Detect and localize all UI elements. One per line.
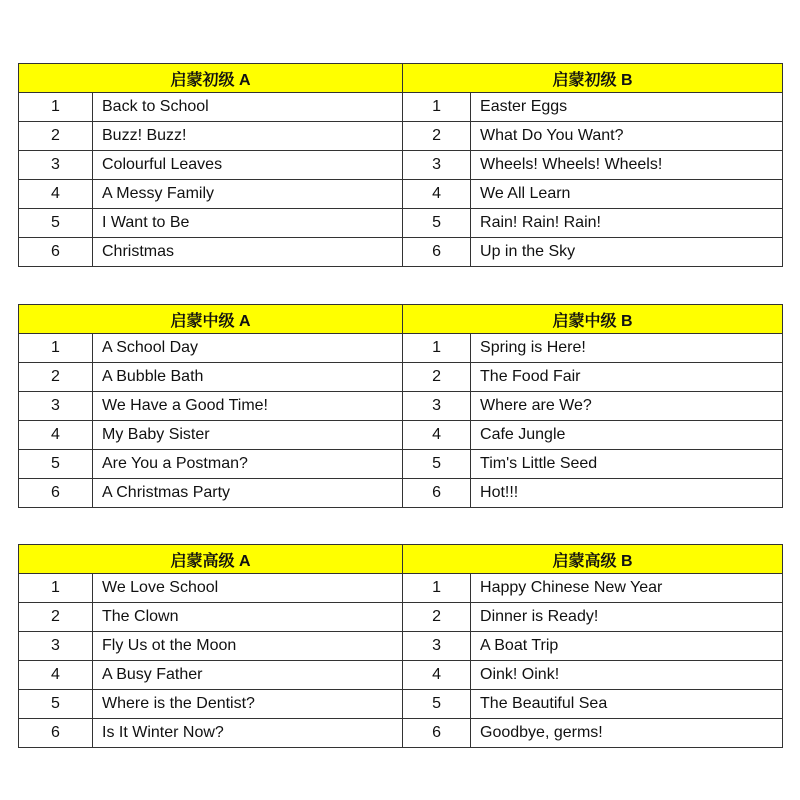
right-title: What Do You Want? bbox=[471, 122, 783, 151]
table-row bbox=[19, 392, 783, 421]
left-number: 4 bbox=[19, 661, 93, 690]
right-title: Cafe Jungle bbox=[471, 421, 783, 450]
right-number: 2 bbox=[403, 363, 471, 392]
left-number: 5 bbox=[19, 209, 93, 238]
table-row bbox=[19, 334, 783, 363]
right-number: 4 bbox=[403, 180, 471, 209]
table-row bbox=[19, 574, 783, 603]
table-row bbox=[19, 719, 783, 748]
right-title: The Beautiful Sea bbox=[471, 690, 783, 719]
right-number: 6 bbox=[403, 719, 471, 748]
left-title: I Want to Be bbox=[93, 209, 403, 238]
left-title: We Have a Good Time! bbox=[93, 392, 403, 421]
left-number: 2 bbox=[19, 122, 93, 151]
left-number: 5 bbox=[19, 690, 93, 719]
left-title: A Christmas Party bbox=[93, 479, 403, 508]
left-title: Is It Winter Now? bbox=[93, 719, 403, 748]
left-title: Colourful Leaves bbox=[93, 151, 403, 180]
right-number: 6 bbox=[403, 238, 471, 267]
level-header-right: 启蒙高级 B bbox=[403, 545, 783, 574]
table-row bbox=[19, 479, 783, 508]
left-title: A Bubble Bath bbox=[93, 363, 403, 392]
level-header-left: 启蒙高级 A bbox=[19, 545, 403, 574]
right-title: Rain! Rain! Rain! bbox=[471, 209, 783, 238]
table-row bbox=[19, 122, 783, 151]
right-title: A Boat Trip bbox=[471, 632, 783, 661]
right-number: 1 bbox=[403, 574, 471, 603]
right-title: Tim's Little Seed bbox=[471, 450, 783, 479]
table-row bbox=[19, 603, 783, 632]
right-number: 3 bbox=[403, 632, 471, 661]
table-row bbox=[19, 151, 783, 180]
table-header-row bbox=[19, 545, 783, 574]
table-row bbox=[19, 363, 783, 392]
table-row bbox=[19, 632, 783, 661]
left-title: Where is the Dentist? bbox=[93, 690, 403, 719]
right-title: Up in the Sky bbox=[471, 238, 783, 267]
table-row bbox=[19, 450, 783, 479]
right-title: Goodbye, germs! bbox=[471, 719, 783, 748]
left-title: A Busy Father bbox=[93, 661, 403, 690]
left-number: 6 bbox=[19, 238, 93, 267]
left-title: We Love School bbox=[93, 574, 403, 603]
level-table-advanced bbox=[18, 544, 783, 748]
left-title: Christmas bbox=[93, 238, 403, 267]
right-number: 5 bbox=[403, 450, 471, 479]
table-row bbox=[19, 421, 783, 450]
right-title: We All Learn bbox=[471, 180, 783, 209]
table-header-row bbox=[19, 64, 783, 93]
level-header-left: 启蒙初级 A bbox=[19, 64, 403, 93]
left-number: 5 bbox=[19, 450, 93, 479]
right-title: The Food Fair bbox=[471, 363, 783, 392]
level-header-right: 启蒙初级 B bbox=[403, 64, 783, 93]
right-number: 5 bbox=[403, 209, 471, 238]
right-number: 4 bbox=[403, 421, 471, 450]
table-header-row bbox=[19, 305, 783, 334]
right-title: Where are We? bbox=[471, 392, 783, 421]
level-header-right: 启蒙中级 B bbox=[403, 305, 783, 334]
right-number: 2 bbox=[403, 603, 471, 632]
right-number: 1 bbox=[403, 93, 471, 122]
left-number: 1 bbox=[19, 93, 93, 122]
table-row bbox=[19, 180, 783, 209]
right-number: 2 bbox=[403, 122, 471, 151]
left-title: The Clown bbox=[93, 603, 403, 632]
right-number: 5 bbox=[403, 690, 471, 719]
right-number: 3 bbox=[403, 151, 471, 180]
left-title: My Baby Sister bbox=[93, 421, 403, 450]
right-title: Spring is Here! bbox=[471, 334, 783, 363]
table-row bbox=[19, 690, 783, 719]
left-title: Buzz! Buzz! bbox=[93, 122, 403, 151]
right-title: Dinner is Ready! bbox=[471, 603, 783, 632]
right-number: 3 bbox=[403, 392, 471, 421]
left-title: Are You a Postman? bbox=[93, 450, 403, 479]
table-row bbox=[19, 238, 783, 267]
left-number: 6 bbox=[19, 479, 93, 508]
right-number: 6 bbox=[403, 479, 471, 508]
table-row bbox=[19, 209, 783, 238]
level-header-left: 启蒙中级 A bbox=[19, 305, 403, 334]
left-number: 3 bbox=[19, 392, 93, 421]
right-number: 4 bbox=[403, 661, 471, 690]
left-number: 3 bbox=[19, 632, 93, 661]
left-title: A Messy Family bbox=[93, 180, 403, 209]
left-number: 6 bbox=[19, 719, 93, 748]
left-number: 3 bbox=[19, 151, 93, 180]
left-number: 4 bbox=[19, 180, 93, 209]
level-table-beginner bbox=[18, 63, 783, 267]
left-number: 1 bbox=[19, 574, 93, 603]
right-title: Easter Eggs bbox=[471, 93, 783, 122]
left-number: 2 bbox=[19, 603, 93, 632]
table-row bbox=[19, 93, 783, 122]
right-title: Oink! Oink! bbox=[471, 661, 783, 690]
left-number: 1 bbox=[19, 334, 93, 363]
left-number: 4 bbox=[19, 421, 93, 450]
right-title: Hot!!! bbox=[471, 479, 783, 508]
left-title: Fly Us ot the Moon bbox=[93, 632, 403, 661]
left-title: A School Day bbox=[93, 334, 403, 363]
level-table-intermediate bbox=[18, 304, 783, 508]
right-title: Happy Chinese New Year bbox=[471, 574, 783, 603]
right-number: 1 bbox=[403, 334, 471, 363]
right-title: Wheels! Wheels! Wheels! bbox=[471, 151, 783, 180]
left-title: Back to School bbox=[93, 93, 403, 122]
table-row bbox=[19, 661, 783, 690]
left-number: 2 bbox=[19, 363, 93, 392]
